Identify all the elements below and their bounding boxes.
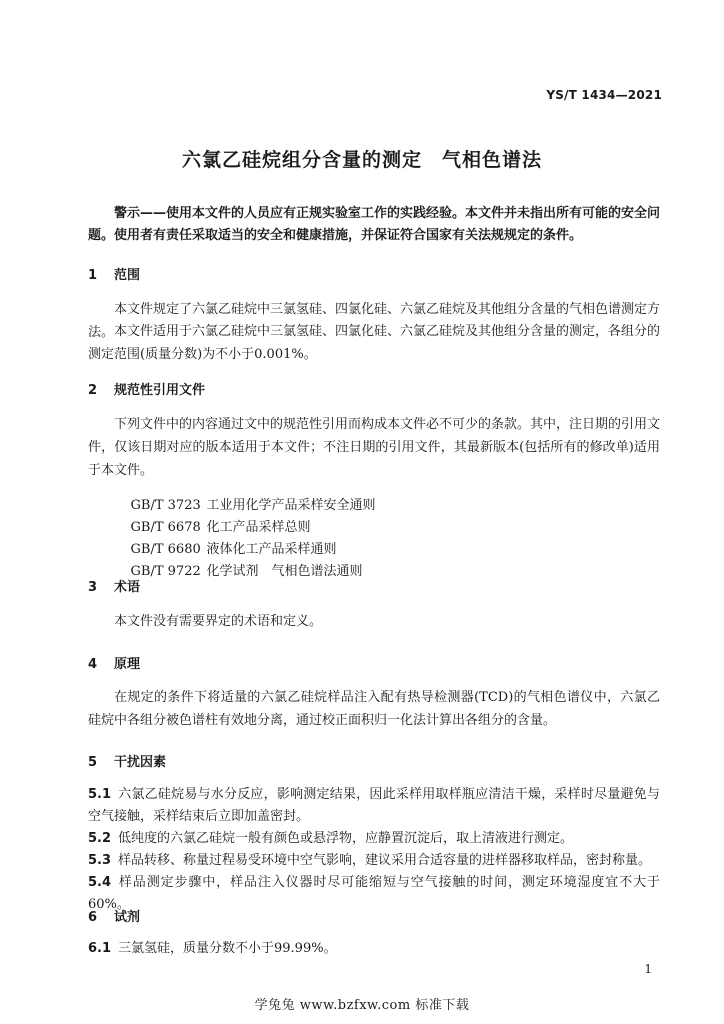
section-1-heading — [88, 264, 140, 283]
section-2-paragraph-1: 下列文件中的内容通过文中的规范性引用而构成本文件必不可少的条款。其中，注日期的引用文件，仅该日期对应的版本适用于本文件；不注日期的引用文件，其最新版本(包括所有的修改单)适用于本文件。 — [88, 417, 661, 478]
warning-paragraph — [88, 203, 660, 247]
section-number: 3 — [88, 580, 98, 595]
section-4-heading — [88, 653, 140, 672]
reference-item — [114, 545, 363, 594]
clause-item — [88, 828, 660, 850]
clause-number: 6.1 — [88, 941, 112, 956]
section-number: 6 — [88, 910, 98, 925]
clause-item — [88, 938, 660, 960]
clause-text: 三氯氢硅，质量分数不小于99.99%。 — [118, 941, 337, 956]
clause-text: 低纯度的六氯乙硅烷一般有颜色或悬浮物，应静置沉淀后，取上清液进行测定。 — [118, 831, 574, 846]
section-title: 规范性引用文件 — [114, 383, 206, 398]
section-number: 1 — [88, 268, 98, 283]
section-title: 术语 — [114, 580, 141, 595]
section-title: 试剂 — [114, 910, 141, 925]
standard-code: YS/T 1434—2021 — [546, 88, 662, 102]
clause-number: 5.3 — [88, 853, 112, 868]
page-number: 1 — [644, 962, 652, 976]
clause-text: 六氯乙硅烷易与水分反应，影响测定结果，因此采样用取样瓶应清洁干燥，采样时尽量避免与空气接触，采样结束后立即加盖密封。 — [88, 787, 660, 824]
document-title: 六氯乙硅烷组分含量的测定 气相色谱法 — [181, 149, 542, 171]
clause-number: 5.1 — [88, 787, 112, 802]
warning-line-1: 警示——使用本文件的人员应有正规实验室工作的实践经验。本文件并未指出所有可能的安全问 — [114, 206, 661, 221]
section-title: 干扰因素 — [114, 755, 167, 770]
section-number: 5 — [88, 755, 98, 770]
section-number: 4 — [88, 657, 98, 672]
section-5-heading — [88, 751, 166, 770]
reference-title: 工业用化学产品采样安全通则 — [206, 498, 376, 513]
section-title: 原理 — [114, 657, 141, 672]
clause-text: 样品测定步骤中，样品注入仪器时尽可能缩短与空气接触的时间，测定环境湿度宜不大于60%。 — [88, 875, 660, 912]
reference-code: GB/T 6678 — [130, 520, 201, 535]
section-title: 范围 — [114, 268, 141, 283]
clause-number: 5.4 — [88, 875, 112, 890]
site-footer: 学兔兔 www.bzfxw.com 标准下载 — [254, 998, 470, 1013]
section-3-paragraph-1: 本文件没有需要界定的术语和定义。 — [114, 614, 323, 629]
section-number: 2 — [88, 383, 98, 398]
section-4-paragraph-1: 在规定的条件下将适量的六氯乙硅烷样品注入配有热导检测器(TCD)的气相色谱仪中，六氯乙硅烷中各组分被色谱柱有效地分离，通过校正面积归一化法计算出各组分的含量。 — [88, 690, 660, 728]
reference-title: 化工产品采样总则 — [206, 520, 311, 535]
reference-code: GB/T 6680 — [130, 542, 201, 557]
section-3-heading — [88, 576, 140, 595]
reference-title: 液体化工产品采样通则 — [206, 542, 337, 557]
clause-number: 5.2 — [88, 831, 112, 846]
warning-line-2: 题。使用者有责任采取适当的安全和健康措施，并保证符合国家有关法规规定的条件。 — [88, 228, 583, 243]
section-1-paragraph-1: 本文件规定了六氯乙硅烷中三氯氢硅、四氯化硅、六氯乙硅烷及其他组分含量的气相色谱测定方法。 — [88, 302, 661, 340]
reference-code: GB/T 9722 — [130, 564, 201, 579]
clause-item — [88, 784, 660, 828]
section-1-paragraph-2: 本文件适用于六氯乙硅烷中三氯氢硅、四氯化硅、六氯乙硅烷及其他组分含量的测定，各组分的测定范围(质量分数)为不小于0.001%。 — [88, 324, 661, 362]
reference-code: GB/T 3723 — [130, 498, 201, 513]
section-2-heading — [88, 379, 205, 398]
reference-title: 化学试剂 气相色谱法通则 — [206, 564, 363, 579]
clause-item — [88, 872, 660, 916]
section-6-heading — [88, 906, 140, 925]
clause-text: 样品转移、称量过程易受环境中空气影响，建议采用合适容量的进样器移取样品，密封称量。 — [118, 853, 652, 868]
clause-item — [88, 850, 660, 872]
